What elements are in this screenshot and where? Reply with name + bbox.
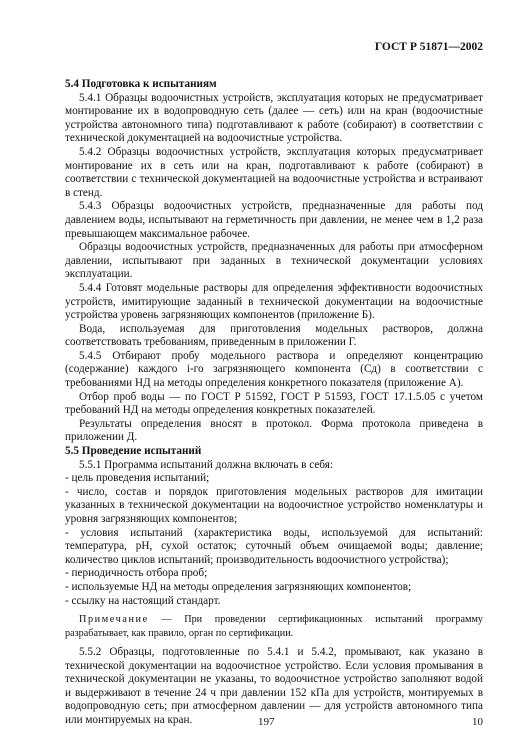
paragraph-atmospheric: Образцы водоочистных устройств, предназначенных для работы при атмосферном давлении, испытывают при заданных в технической документации условиях эксплуатации.: [65, 241, 483, 281]
sheet-number: 10: [472, 716, 483, 728]
paragraph-5-4-4: 5.4.4 Готовят модельные растворы для определения эффективности водоочистных устройств, имитирующие заданный в технической документации на водоочистные устройства уровень загрязняющих компонентов (приложение Б).: [65, 281, 483, 322]
paragraph-water: Вода, используемая для приготовления модельных растворов, должна соответствовать требованиям, приведенным в приложении Г.: [65, 322, 483, 349]
paragraph-5-5-1: 5.5.1 Программа испытаний должна включать в себя:: [79, 458, 333, 471]
paragraph-5-4-3: 5.4.3 Образцы водоочистных устройств, предназначенные для работы под давлением воды, испытывают на герметичность при давлении, не менее чем в 1,2 раза превышающем максимальное рабочее.: [65, 200, 483, 240]
list-item: - цель проведения испытаний;: [65, 472, 210, 485]
paragraph-5-4-2: 5.4.2 Образцы водоочистных устройств, эксплуатация которых предусматривает монтирование их в сеть или на кран, подготавливают к работе (собирают) в соответствии с технической документацией на водоочистные устройства и встраивают в стенд.: [65, 145, 483, 199]
paragraph-sampling: Отбор проб воды — по ГОСТ Р 51592, ГОСТ Р 51593, ГОСТ 17.1.5.05 с учетом требований НД на методы определения конкретных показателей.: [65, 390, 483, 417]
page-number: 197: [258, 716, 275, 728]
paragraph-5-5-2: 5.5.2 Образцы, подготовленные по 5.4.1 и 5.4.2, промывают, как указано в технической документации на водоочистное устройство. Если условия промывания в технической документации не указаны, то водоочистное устройство заполняют водой и выдерживают в течение 24 ч при давлении 152 кПа для устройств, монтируемых в водопроводную сеть; при атмосферном давлении — для устройств автономного типа или монтируемых на кран.: [65, 645, 483, 726]
list-item: - число, состав и порядок приготовления модельных растворов для имитации указанных в технической документации на водоочистное устройство номенклатуры и уровня загрязняющих компонентов;: [65, 485, 483, 525]
list-item: - используемые НД на методы определения загрязняющих компонентов;: [65, 580, 412, 593]
list-item: - периодичность отбора проб;: [65, 567, 208, 580]
note-text: — При проведении сертификационных испытаний программу разрабатывает, как правило, орган по сертификации.: [65, 614, 483, 639]
section-heading-5-5: 5.5 Проведение испытаний: [65, 445, 202, 458]
page-body: [65, 78, 483, 728]
section-heading-5-4: 5.4 Подготовка к испытаниям: [65, 78, 217, 90]
document-code-header: ГОСТ Р 51871—2002: [374, 41, 483, 53]
paragraph-5-4-1: 5.4.1 Образцы водоочистных устройств, эксплуатация которых не предусматривает монтирование их в водопроводную сеть (далее — сеть) или на кран (водоочистные устройства автономного типа) подготавливают к работе (собирают) в соответствии с технической документацией на водоочистные устройства.: [65, 91, 483, 145]
list-item: - условия испытаний (характеристика воды, используемой для испытаний: температура, pH, сухой остаток; суточный объем очищаемой воды; давление; количество циклов испытаний; производительность водоочистного устройства);: [65, 526, 483, 566]
note-label: Примечание: [79, 614, 149, 626]
paragraph-results: Результаты определения вносят в протокол. Форма протокола приведена в приложении Д.: [65, 417, 483, 444]
paragraph-5-4-5: 5.4.5 Отбирают пробу модельного раствора и определяют концентрацию (содержание) каждого i-го загрязняющего компонента (Cд) в соответствии с требованиями НД на методы определения конкретного показателя (приложение А).: [65, 349, 483, 390]
note-paragraph: [65, 613, 483, 640]
list-item: - ссылку на настоящий стандарт.: [65, 594, 221, 607]
